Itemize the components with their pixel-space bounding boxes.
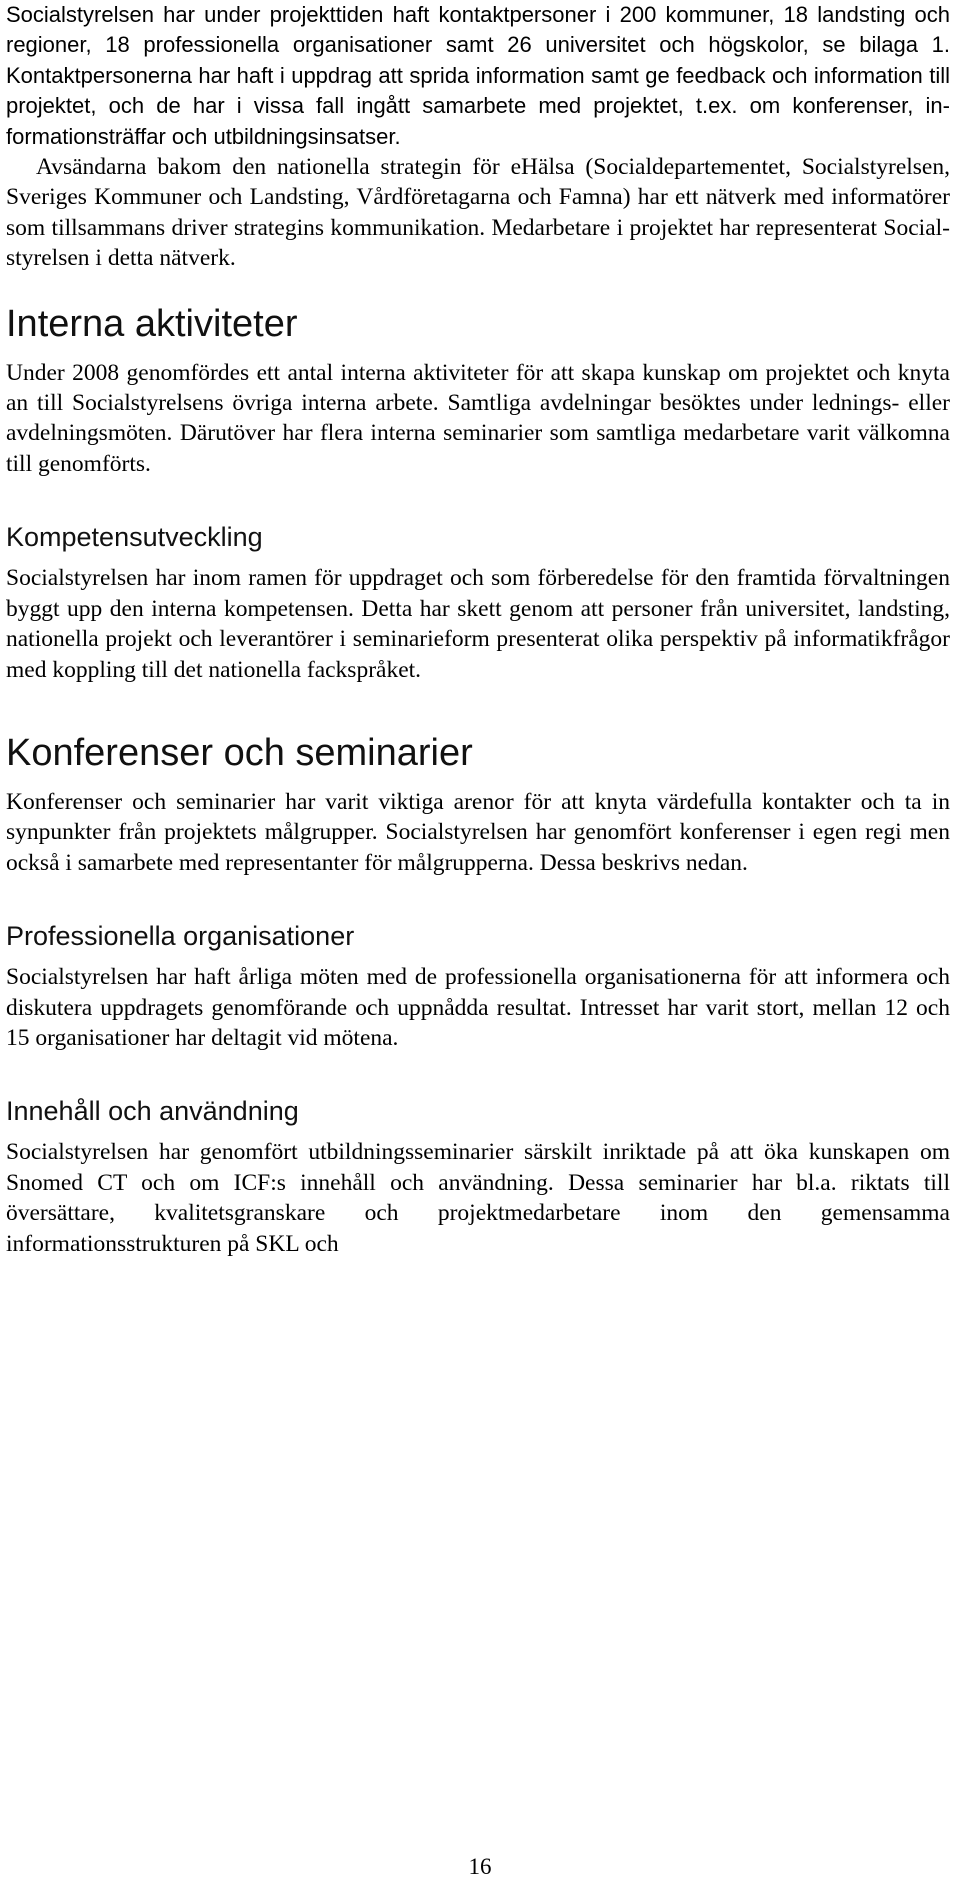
paragraph-konferenser-och-seminarier: Konferenser och seminarier har varit viktiga arenor för att knyta värdefulla kontakter och ta in synpunkter från projektets målgrupper. Socialstyrelsen har genomfört konferenser i egen regi men också i samarbete med representanter för målgrupperna. Dessa beskrivs nedan. (6, 788, 950, 876)
paragraph-kompetensutveckling: Socialstyrelsen har inom ramen för uppdraget och som förberedelse för den framtida förvaltningen byggt upp den interna kompetensen. Detta har skett genom att personer från universitet, landsting, nationella projekt och leverantörer i seminarieform presenterat olika perspektiv på informatikfrågor med koppling till det nationella fackspråket. (6, 565, 950, 683)
paragraph-professionella-organisationer: Socialstyrelsen har haft årliga möten med de professionella organisationerna för att informera och diskutera uppdragets genomförande och uppnådda resultat. Intresset har varit stort, mellan 12 och 15 organisationer har deltagit vid mötena. (6, 964, 950, 1051)
document-page (6, 0, 950, 1259)
paragraph-network: Avsändarna bakom den nationella strategin för eHälsa (Socialdepartementet, Socialstyrelsen, Sveriges Kommuner och Landsting, Vårdföretagarna och Famna) har ett nätverk med informatörer som tillsammans driver strategins kommunikation. Medarbetare i projektet har representerat Socialstyrelsen i detta nätverk. (6, 154, 950, 272)
paragraph-contact-persons: Socialstyrelsen har under projekttiden haft kontaktpersoner i 200 kommuner, 18 landsting och regioner, 18 professionella organisationer samt 26 universitet och högskolor, se bilaga 1. Kontaktpersonerna har haft i uppdrag att sprida information samt ge feedback och information till projektet, och de har i vissa fall ingått samarbete med projektet, t.ex. om konferenser, informationsträffar och utbildningsinsatser. (6, 2, 950, 149)
paragraph-innehall-och-anvandning: Socialstyrelsen har genomfört utbildningsseminarier särskilt inriktade på att öka kunskapen om Snomed CT och om ICF:s innehåll och användning. Dessa seminarier har bl.a. riktats till översättare, kvalitetsgranskare och projektmedarbetare inom den gemensamma informationsstrukturen på SKL och (6, 1139, 950, 1257)
heading-kompetensutveckling: Kompetensutveckling (6, 522, 263, 553)
heading-professionella-organisationer: Professionella organisationer (6, 921, 355, 952)
heading-konferenser-och-seminarier: Konferenser och seminarier (6, 731, 473, 774)
page-number: 16 (468, 1854, 492, 1879)
heading-innehall-och-anvandning: Innehåll och användning (6, 1096, 299, 1127)
paragraph-interna-aktiviteter: Under 2008 genomfördes ett antal interna aktiviteter för att skapa kunskap om projektet och knyta an till Socialstyrelsens övriga interna arbete. Samtliga avdelningar besöktes under lednings- eller avdelningsmöten. Därutöver har flera interna seminarier som samtliga medarbetare varit välkomna till genomförts. (6, 359, 950, 477)
heading-interna-aktiviteter: Interna aktiviteter (6, 302, 298, 345)
